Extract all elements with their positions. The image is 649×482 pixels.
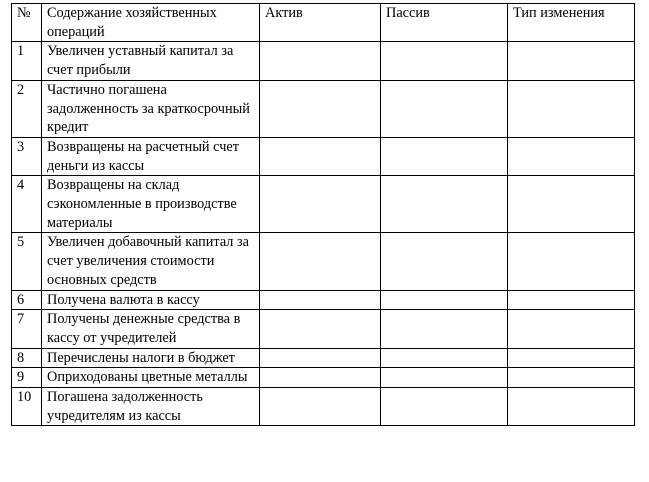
table-header-row	[12, 4, 635, 42]
row-change-type-cell	[508, 388, 635, 426]
table-row	[12, 137, 635, 175]
table-row	[12, 176, 635, 233]
row-asset-cell	[260, 310, 381, 348]
row-change-type-cell	[508, 176, 635, 233]
header-number: №	[12, 4, 42, 42]
row-number: 7	[12, 310, 42, 348]
table-row	[12, 368, 635, 388]
row-liability-cell	[381, 388, 508, 426]
table-row	[12, 233, 635, 290]
row-liability-cell	[381, 290, 508, 310]
row-asset-cell	[260, 368, 381, 388]
operations-table	[11, 3, 635, 426]
row-asset-cell	[260, 42, 381, 80]
row-number: 9	[12, 368, 42, 388]
row-asset-cell	[260, 233, 381, 290]
row-number: 4	[12, 176, 42, 233]
row-number: 10	[12, 388, 42, 426]
row-content: Возвращены на расчетный счет деньги из кассы	[42, 137, 260, 175]
row-change-type-cell	[508, 233, 635, 290]
row-content: Получена валюта в кассу	[42, 290, 260, 310]
table-row	[12, 388, 635, 426]
row-content: Увеличен добавочный капитал за счет увеличения стоимости основных средств	[42, 233, 260, 290]
row-change-type-cell	[508, 368, 635, 388]
row-asset-cell	[260, 80, 381, 137]
row-content: Возвращены на склад сэкономленные в производстве материалы	[42, 176, 260, 233]
table-row	[12, 310, 635, 348]
header-liability: Пассив	[381, 4, 508, 42]
row-liability-cell	[381, 176, 508, 233]
row-liability-cell	[381, 137, 508, 175]
row-content: Перечислены налоги в бюджет	[42, 348, 260, 368]
row-liability-cell	[381, 233, 508, 290]
row-change-type-cell	[508, 42, 635, 80]
row-asset-cell	[260, 176, 381, 233]
row-liability-cell	[381, 80, 508, 137]
table-body	[12, 42, 635, 426]
row-change-type-cell	[508, 348, 635, 368]
row-number: 2	[12, 80, 42, 137]
row-liability-cell	[381, 348, 508, 368]
row-asset-cell	[260, 348, 381, 368]
row-change-type-cell	[508, 80, 635, 137]
header-change-type: Тип изменения	[508, 4, 635, 42]
header-content: Содержание хозяйственных операций	[42, 4, 260, 42]
row-number: 6	[12, 290, 42, 310]
row-change-type-cell	[508, 310, 635, 348]
row-content: Увеличен уставный капитал за счет прибыли	[42, 42, 260, 80]
row-content: Частично погашена задолженность за краткосрочный кредит	[42, 80, 260, 137]
row-asset-cell	[260, 290, 381, 310]
row-number: 1	[12, 42, 42, 80]
header-asset: Актив	[260, 4, 381, 42]
table-row	[12, 348, 635, 368]
row-liability-cell	[381, 368, 508, 388]
row-number: 3	[12, 137, 42, 175]
row-asset-cell	[260, 137, 381, 175]
row-change-type-cell	[508, 137, 635, 175]
table-row	[12, 290, 635, 310]
row-content: Получены денежные средства в кассу от учредителей	[42, 310, 260, 348]
row-content: Погашена задолженность учредителям из кассы	[42, 388, 260, 426]
row-content: Оприходованы цветные металлы	[42, 368, 260, 388]
row-asset-cell	[260, 388, 381, 426]
table-row	[12, 80, 635, 137]
row-number: 5	[12, 233, 42, 290]
row-change-type-cell	[508, 290, 635, 310]
table-row	[12, 42, 635, 80]
row-number: 8	[12, 348, 42, 368]
row-liability-cell	[381, 310, 508, 348]
row-liability-cell	[381, 42, 508, 80]
